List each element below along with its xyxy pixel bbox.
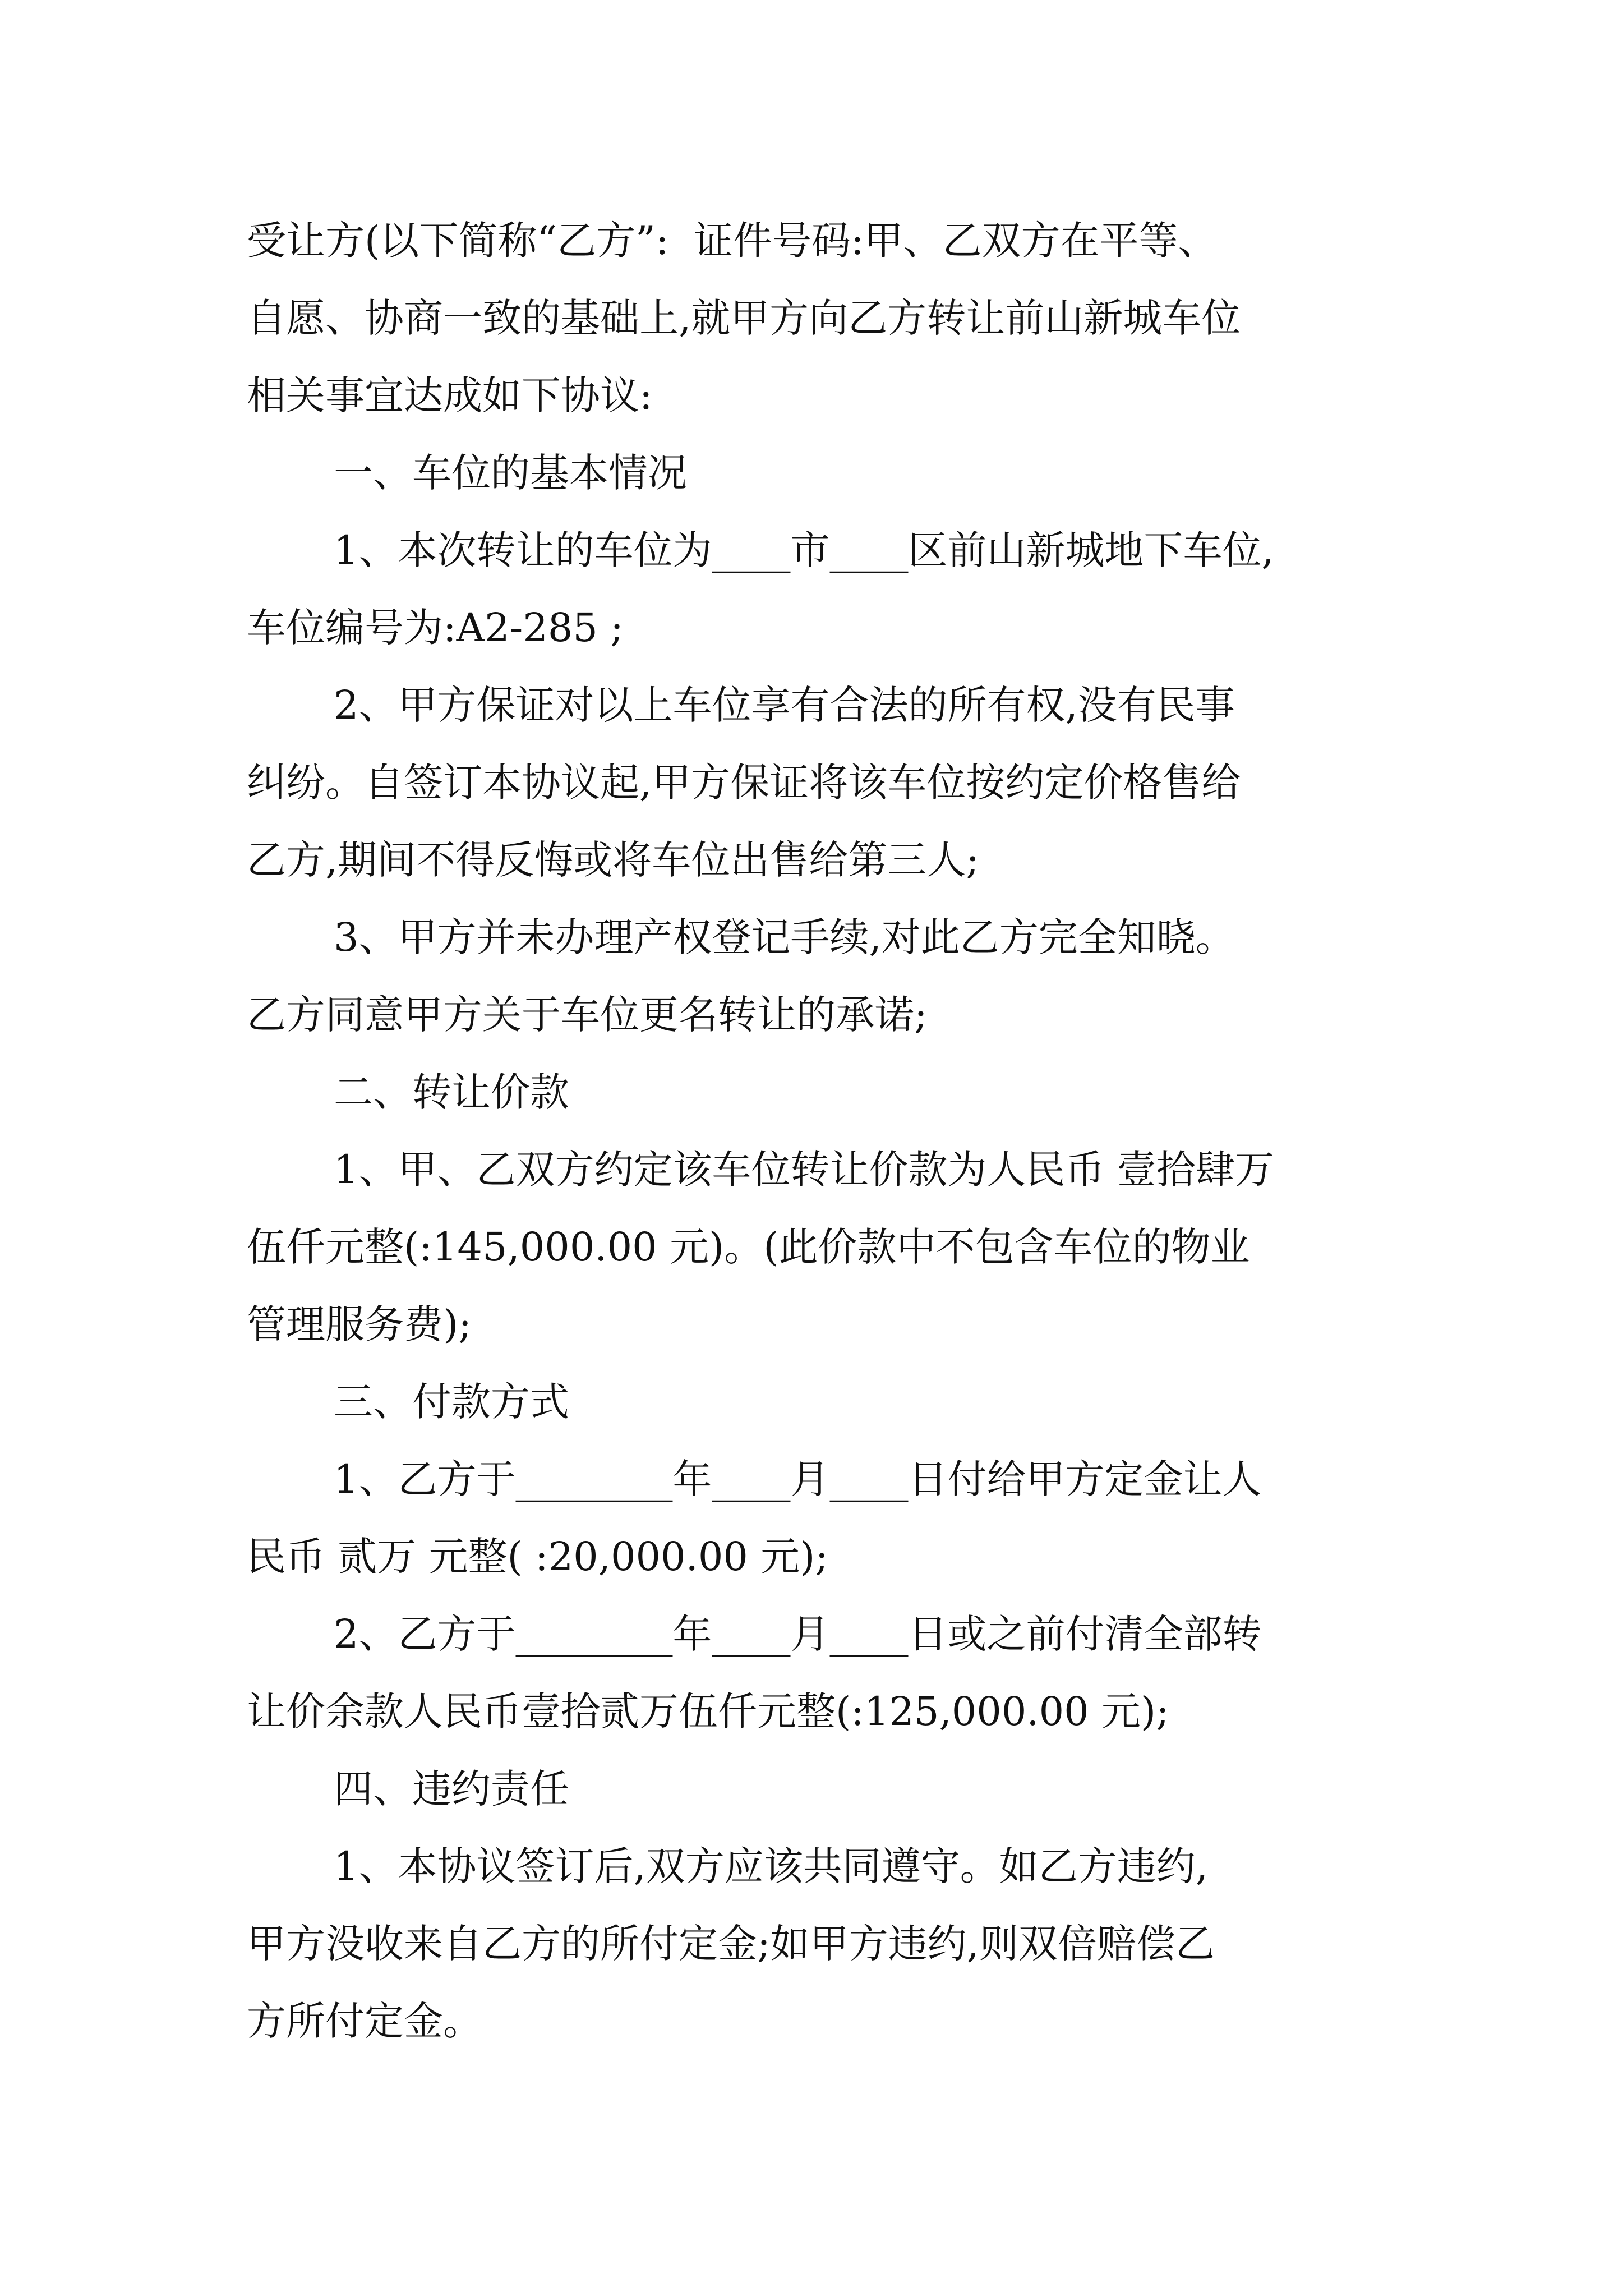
text-line: 2、甲方保证对以上车位享有合法的所有权,没有民事 — [334, 682, 1235, 728]
text-line: 伍仟元整(:145,000.00 元)。(此价款中不包含车位的物业 — [247, 1224, 1250, 1270]
section-heading: 二、转让价款 — [334, 1069, 569, 1115]
text-line: 2、乙方于________年____月____日或之前付清全部转 — [334, 1611, 1262, 1657]
section-heading: 四、违约责任 — [334, 1766, 569, 1812]
section-heading: 一、车位的基本情况 — [334, 450, 687, 496]
section-heading: 三、付款方式 — [334, 1379, 569, 1425]
text-line: 1、本协议签订后,双方应该共同遵守。如乙方违约, — [334, 1843, 1209, 1889]
text-line: 让价余款人民币壹拾贰万伍仟元整(:125,000.00 元); — [247, 1688, 1169, 1734]
text-line: 受让方(以下简称“乙方”: 证件号码:甲、乙双方在平等、 — [247, 218, 1218, 264]
text-line: 方所付定金。 — [247, 1998, 482, 2044]
text-line: 1、乙方于________年____月____日付给甲方定金让人 — [334, 1456, 1262, 1502]
text-line: 3、甲方并未办理产权登记手续,对此乙方完全知晓。 — [334, 914, 1235, 960]
text-line: 乙方同意甲方关于车位更名转让的承诺; — [247, 992, 928, 1038]
text-line: 乙方,期间不得反悔或将车位出售给第三人; — [247, 837, 979, 883]
text-line: 车位编号为:A2-285 ; — [247, 605, 624, 651]
text-line: 纠纷。自签订本协议起,甲方保证将该车位按约定价格售给 — [247, 760, 1241, 806]
text-line: 管理服务费); — [247, 1301, 472, 1347]
text-line: 1、本次转让的车位为____市____区前山新城地下车位, — [334, 527, 1274, 573]
agreement-text — [247, 202, 1396, 2060]
text-line: 甲方没收来自乙方的所付定金;如甲方违约,则双倍赔偿乙 — [247, 1921, 1215, 1967]
text-line: 民币 贰万 元整( :20,000.00 元); — [247, 1534, 829, 1580]
text-line: 自愿、协商一致的基础上,就甲方向乙方转让前山新城车位 — [247, 295, 1241, 341]
text-line: 1、甲、乙双方约定该车位转让价款为人民币 壹拾肆万 — [334, 1147, 1274, 1193]
text-line: 相关事宜达成如下协议: — [247, 372, 653, 418]
